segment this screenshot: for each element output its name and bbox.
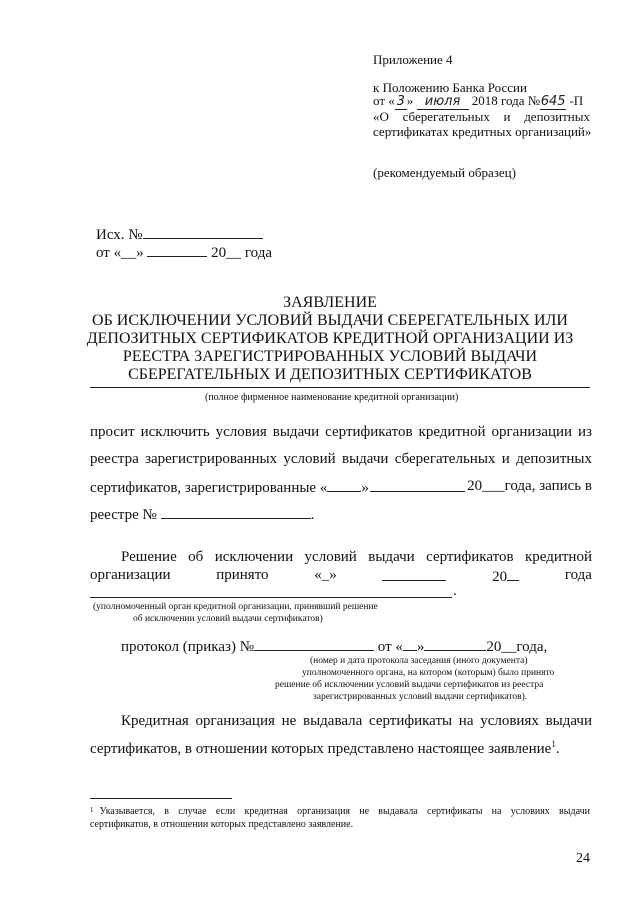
protocol-label: протокол (приказ) № bbox=[121, 639, 255, 655]
outgoing-date-pre: от «__» bbox=[96, 245, 148, 261]
page-number: 24 bbox=[576, 851, 590, 866]
regulation-title-line1: «О сберегательных и депозитных bbox=[373, 109, 590, 124]
protocol-number-blank bbox=[254, 637, 374, 651]
decision-year-20: 20 bbox=[492, 569, 508, 585]
decision-adopted: принято bbox=[216, 567, 269, 583]
protocol-from: от « bbox=[377, 639, 403, 655]
number-suffix: -П bbox=[569, 93, 584, 108]
statement-line-2 bbox=[90, 739, 560, 758]
decision-line-2 bbox=[90, 567, 592, 586]
protocol-caption-1: (номер и дата протокола заседания (иного документа) bbox=[310, 656, 528, 666]
org-name-caption: (полное фирменное наименование кредитной организации) bbox=[205, 392, 459, 403]
request-reg-mid: » bbox=[361, 480, 369, 496]
decision-organ-line bbox=[90, 597, 452, 598]
outgoing-number-blank bbox=[143, 224, 263, 239]
appendix-label: Приложение 4 bbox=[373, 52, 453, 67]
decision-year-blank bbox=[507, 567, 519, 581]
date-day: 3 bbox=[396, 94, 405, 109]
request-month-blank bbox=[370, 478, 465, 492]
decision-quote-day: «_» bbox=[314, 567, 337, 583]
statement-line-2-text: сертификатов, в отношении которых представлено настоящее заявление bbox=[90, 741, 552, 757]
request-line-3 bbox=[90, 478, 592, 497]
date-mid: » bbox=[406, 93, 414, 108]
title-line-1: ЗАЯВЛЕНИЕ bbox=[283, 294, 377, 311]
date-prefix: от « bbox=[373, 93, 395, 108]
outgoing-date bbox=[96, 242, 272, 262]
outgoing-date-blank bbox=[147, 242, 207, 257]
date-year: 2018 года № bbox=[471, 93, 541, 108]
request-registry-label: реестре № bbox=[90, 507, 157, 523]
outgoing-date-post: 20__ года bbox=[207, 245, 272, 261]
decision-caption-1: (уполномоченный орган кредитной организации, принявший решение bbox=[93, 602, 378, 612]
decision-caption-2: об исключении условий выдачи сертификатов) bbox=[133, 614, 323, 624]
title-line-2: ОБ ИСКЛЮЧЕНИИ УСЛОВИЙ ВЫДАЧИ СБЕРЕГАТЕЛЬНЫХ ИЛИ bbox=[92, 312, 568, 329]
decision-month-blank bbox=[382, 567, 446, 581]
footnote-mark: 1 bbox=[90, 806, 94, 814]
regulation-title-line2: сертификатах кредитных организаций» bbox=[373, 124, 592, 139]
request-line-2: реестра зарегистрированных условий выдачи сберегательных и депозитных bbox=[90, 451, 592, 467]
outgoing-number-label: Исх. № bbox=[96, 227, 143, 243]
request-day-blank bbox=[327, 478, 361, 492]
regulation-label: к Положению Банка России bbox=[373, 80, 527, 95]
request-reg-post: 20___года, запись в bbox=[467, 478, 592, 494]
statement-line-1: Кредитная организация не выдавала сертификаты на условиях выдачи bbox=[121, 713, 592, 729]
statement-line-2-end: . bbox=[555, 741, 560, 757]
title-line-4: РЕЕСТРА ЗАРЕГИСТРИРОВАННЫХ УСЛОВИЙ ВЫДАЧИ bbox=[122, 348, 538, 365]
footnote-separator bbox=[90, 798, 232, 799]
protocol-year: 20__года, bbox=[486, 639, 548, 655]
date-month: июля bbox=[417, 94, 469, 110]
protocol-close: » bbox=[416, 639, 425, 655]
decision-line-1: Решение об исключении условий выдачи сертификатов кредитной bbox=[121, 549, 592, 565]
regulation-date bbox=[373, 93, 583, 110]
footnote-line-2: сертификатов, в отношении которых представлено заявление. bbox=[90, 819, 354, 830]
title-line-3: ДЕПОЗИТНЫХ СЕРТИФИКАТОВ КРЕДИТНОЙ ОРГАНИЗАЦИИ ИЗ bbox=[86, 330, 574, 347]
title-line-5: СБЕРЕГАТЕЛЬНЫХ И ДЕПОЗИТНЫХ СЕРТИФИКАТОВ bbox=[128, 366, 532, 383]
footnote-line-1 bbox=[90, 806, 590, 817]
org-name-line bbox=[90, 387, 590, 388]
footnote-text-1: Указывается, в случае если кредитная организация не выдавала сертификаты на условиях выдачи bbox=[99, 806, 590, 817]
decision-org: организации bbox=[90, 567, 171, 583]
request-reg-pre: сертификатов, зарегистрированные « bbox=[90, 480, 328, 496]
decision-year-word: года bbox=[564, 567, 592, 583]
request-line-4 bbox=[90, 505, 314, 524]
statement-footnote-ref: 1 bbox=[551, 739, 556, 749]
outgoing-number bbox=[96, 224, 263, 244]
document-title bbox=[80, 294, 580, 384]
request-registry-blank bbox=[161, 505, 311, 519]
protocol-day-blank bbox=[403, 637, 417, 651]
protocol-month-blank bbox=[424, 637, 486, 651]
request-line-1: просит исключить условия выдачи сертификатов кредитной организации из bbox=[90, 424, 592, 440]
protocol-caption-4: зарегистрированных условий выдачи сертификатов). bbox=[313, 692, 528, 702]
recommended-sample: (рекомендуемый образец) bbox=[373, 165, 516, 180]
protocol-caption-2: уполномоченного органа, на котором (которым) было принято bbox=[302, 668, 555, 678]
regulation-number: 645 bbox=[540, 94, 566, 109]
decision-organ-dot: . bbox=[453, 583, 457, 599]
protocol-line bbox=[121, 637, 547, 656]
protocol-caption-3: решение об исключении условий выдачи сертификатов из реестра bbox=[275, 680, 544, 690]
request-registry-end: . bbox=[310, 507, 315, 523]
